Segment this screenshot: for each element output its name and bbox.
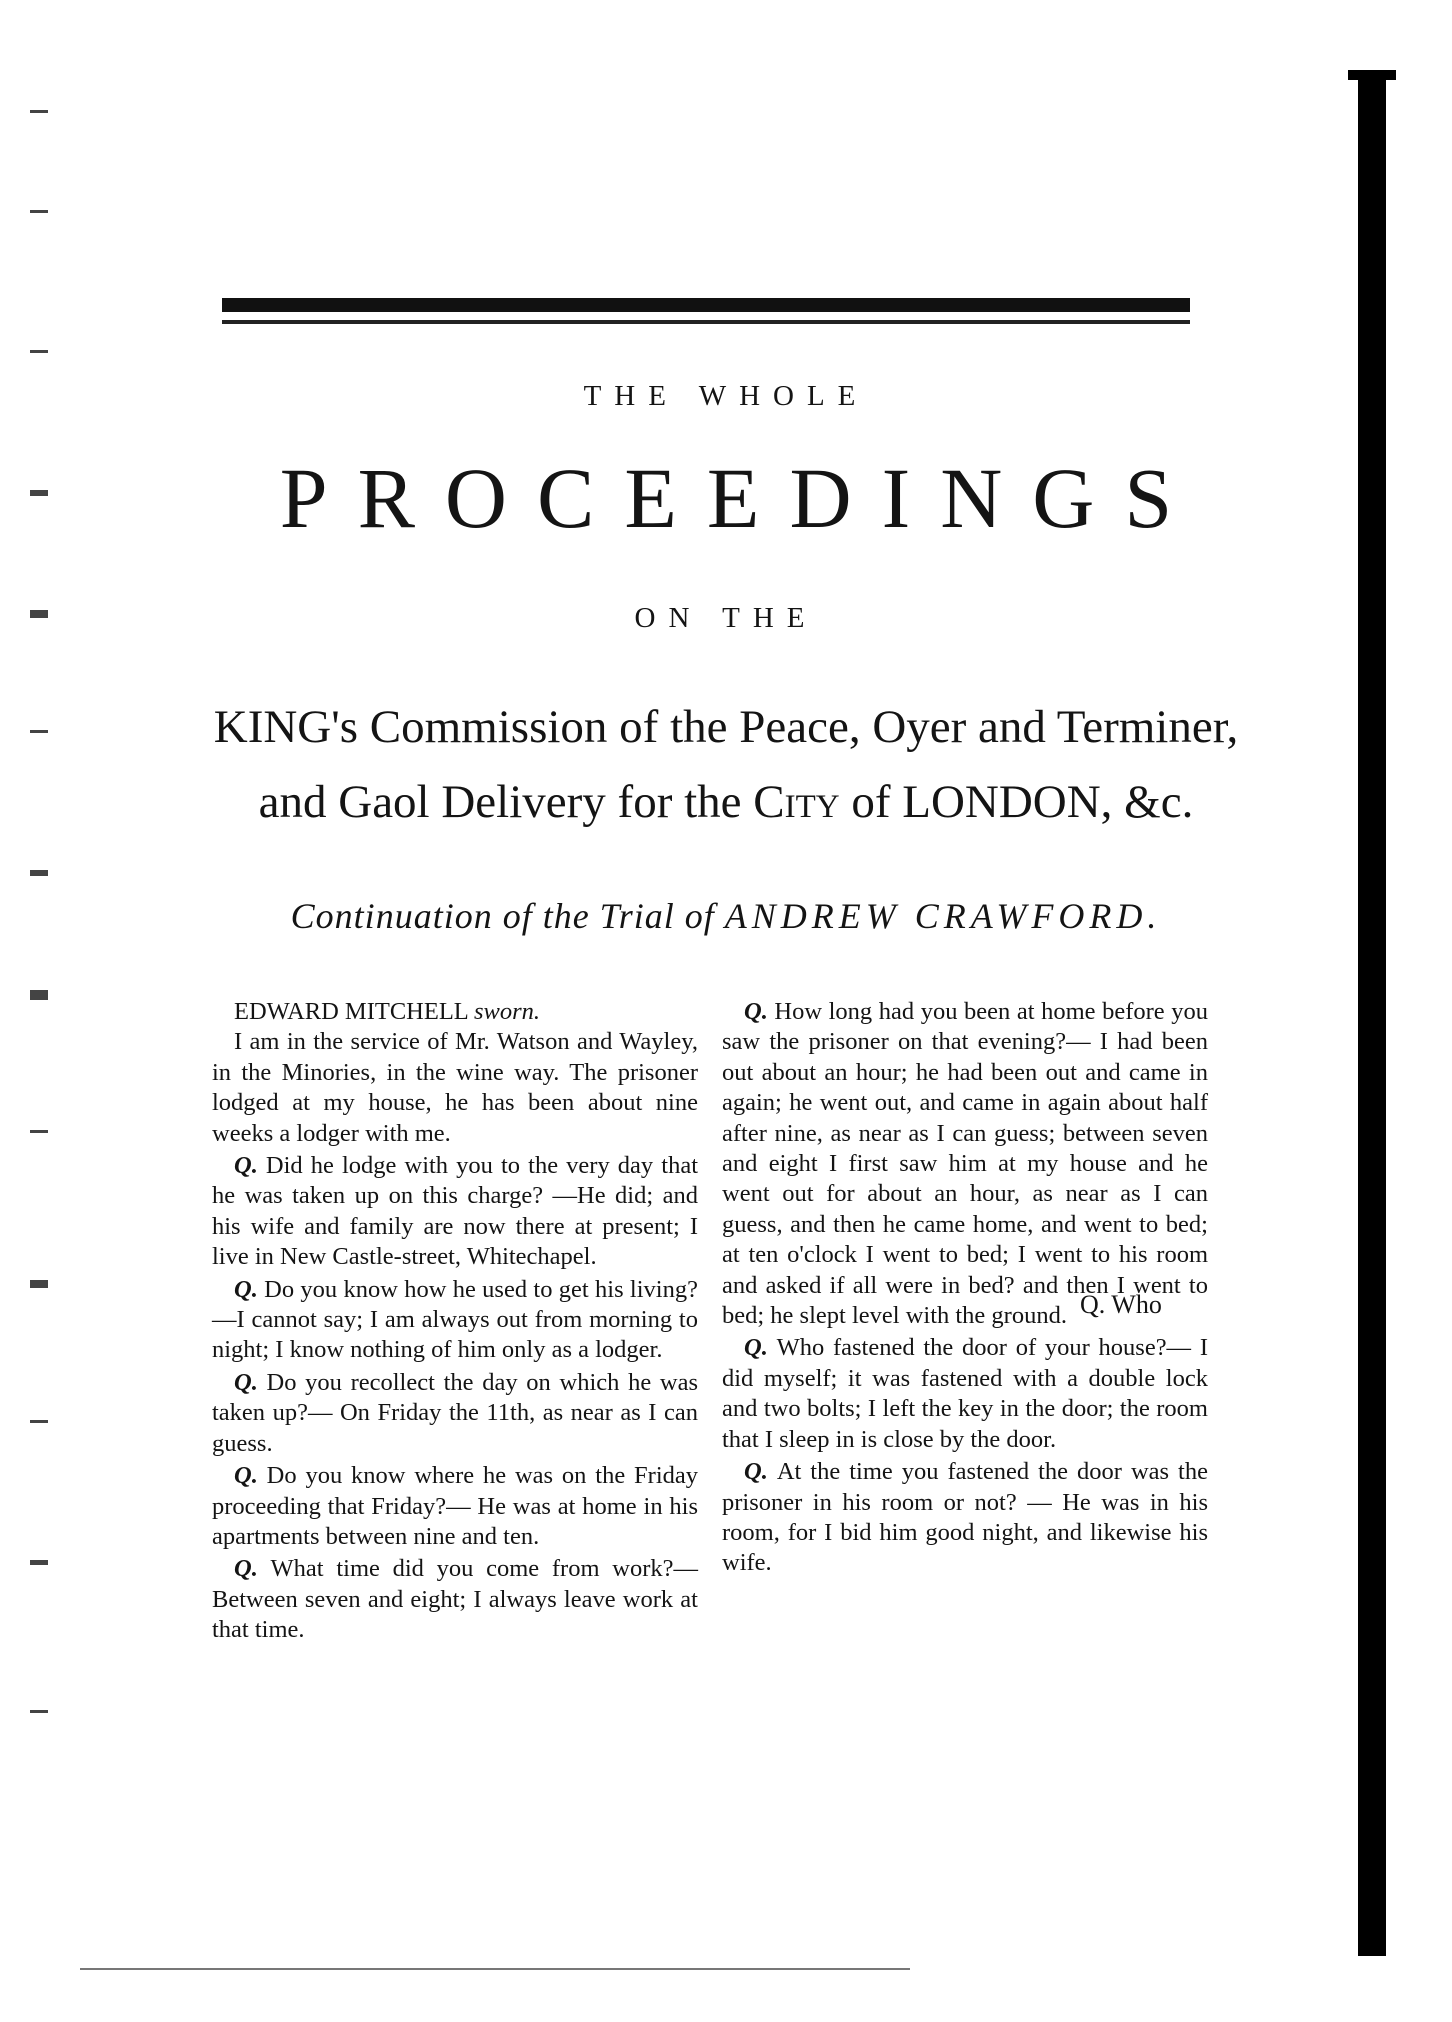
testimony-paragraph bbox=[212, 1368, 698, 1459]
question-mark: Q. bbox=[234, 1368, 267, 1396]
question-mark: Q. bbox=[234, 1152, 266, 1180]
testimony-paragraph bbox=[722, 1457, 1208, 1579]
testimony-paragraph bbox=[212, 1461, 698, 1552]
paragraph-text: How long had you been at home before you saw the prisoner on that evening?— I had been out about an hour; he had been out and came in again; he went out, and came in again about half after nine, as near as I can guess; between seven and eight I first saw him at my house and he went out for about an hour, as near as I can guess, and then he came home, and went to bed; at ten o'clock I went to bed; I went to his room and asked if all were in bed? and then I went to bed; he slept level with the ground. bbox=[722, 998, 1208, 1330]
question-mark: Q. bbox=[744, 998, 775, 1025]
question-mark: Q. bbox=[234, 1275, 265, 1303]
witness-sworn: sworn. bbox=[473, 998, 541, 1025]
header-rule-thick bbox=[222, 298, 1190, 312]
testimony-paragraph bbox=[212, 1151, 698, 1273]
gaol-delivery-end: of LONDON, &c. bbox=[839, 776, 1194, 828]
paragraph-text: Did he lodge with you to the very day that he was taken up on this charge? —He did; and his wife and family are now there at present; I live in New Castle-street, Whitechapel. bbox=[212, 1152, 698, 1271]
paragraph-text: At the time you fastened the door was the prisoner in his room or not? — He was in his room, for I bid him good night, and likewise his wife. bbox=[722, 1458, 1208, 1577]
trial-heading-name: ANDREW CRAWFORD. bbox=[724, 896, 1162, 936]
testimony-paragraph bbox=[212, 1554, 698, 1645]
gaol-delivery-start: and Gaol Delivery for the bbox=[258, 776, 754, 828]
question-mark: Q. bbox=[744, 1458, 777, 1486]
paragraph-text: Do you know where he was on the Friday proceeding that Friday?— He was at home in his apartments between nine and ten. bbox=[212, 1462, 699, 1550]
gaol-delivery-city: City bbox=[753, 776, 840, 828]
witness-heading bbox=[212, 997, 698, 1027]
catchword: Q. Who bbox=[1080, 1290, 1162, 1319]
left-column bbox=[212, 997, 698, 1648]
title-commission: KING's Commission of the Peace, Oyer and Terminer, bbox=[213, 701, 1239, 753]
scan-left-edge bbox=[30, 90, 70, 1850]
question-mark: Q. bbox=[234, 1555, 271, 1583]
trial-heading bbox=[0, 895, 1452, 937]
testimony-paragraph bbox=[212, 1275, 698, 1366]
header-rule-thin bbox=[222, 320, 1190, 324]
paragraph-text: What time did you come from work?— Between seven and eight; I always leave work at that time. bbox=[212, 1555, 698, 1644]
witness-name: EDWARD MITCHELL bbox=[234, 998, 468, 1025]
testimony-paragraph bbox=[722, 997, 1208, 1331]
testimony-paragraph bbox=[722, 1333, 1208, 1455]
right-paragraphs bbox=[722, 997, 1208, 1579]
title-on-the: ON THE bbox=[634, 602, 818, 634]
scan-bottom-rule bbox=[80, 1968, 910, 1970]
question-mark: Q. bbox=[234, 1462, 267, 1490]
right-column bbox=[722, 997, 1208, 1581]
left-paragraphs bbox=[212, 1027, 698, 1645]
paragraph-text: Do you know how he used to get his living?—I cannot say; I am always out from morning to night; I know nothing of him only as a lodger. bbox=[212, 1275, 698, 1364]
question-mark: Q. bbox=[744, 1334, 777, 1362]
testimony-paragraph bbox=[212, 1027, 698, 1149]
binding-spine bbox=[1358, 76, 1386, 1956]
title-the-whole: THE WHOLE bbox=[583, 380, 869, 412]
trial-heading-prefix: Continuation of the Trial of bbox=[290, 896, 725, 936]
title-gaol-delivery bbox=[0, 775, 1452, 829]
paragraph-text: Do you recollect the day on which he was taken up?— On Friday the 11th, as near as I can guess. bbox=[212, 1368, 698, 1457]
paragraph-text: Who fastened the door of your house?— I did myself; it was fastened with a double lock and two bolts; I left the key in the door; the room that I sleep in is close by the door. bbox=[722, 1334, 1208, 1453]
title-proceedings: PROCEEDINGS bbox=[279, 450, 1203, 546]
paragraph-text: I am in the service of Mr. Watson and Wayley, in the Minories, in the wine way. The prisoner lodged at my house, he has been about nine weeks a lodger with me. bbox=[212, 1028, 698, 1147]
